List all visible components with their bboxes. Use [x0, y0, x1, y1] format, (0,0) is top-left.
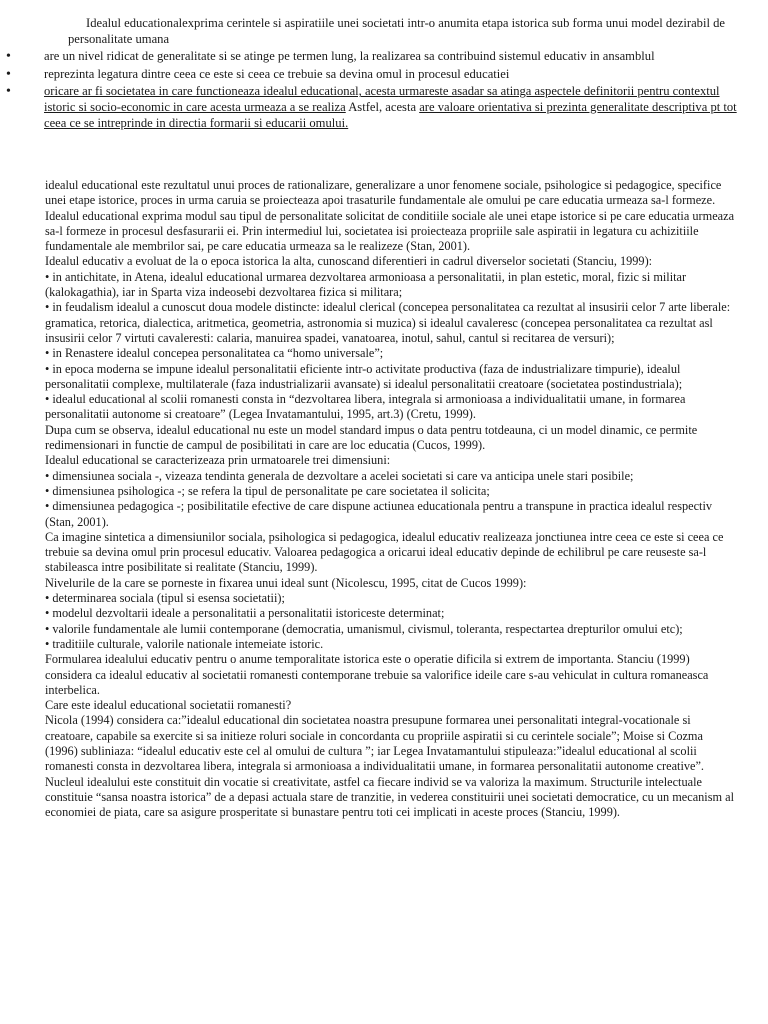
paragraph: Ca imagine sintetica a dimensiunilor sociala, psihologica si pedagogica, idealul educativ realizeaza jonctiunea intre ceea ce este si ceea ce trebuie sa devina omul prin procesul educativ. Valoarea pedagogica a oricarui ideal educativ depinde de echilibrul pe care reuseste sa-l stabileasca intre posibilitate si realitate (Stanciu, 1999). — [45, 529, 724, 575]
bullet-dot-icon: • — [6, 66, 11, 82]
list-line: • in antichitate, in Atena, idealul educational urmarea dezvoltarea armonioasa a personalitatii, in plan estetic, moral, fizic si militar (kalokagathia), iar in Sparta viza indeosebi dezvoltarea fizica si militara; — [45, 269, 687, 300]
paragraph: Nucleul idealului este constituit din vocatie si creativitate, astfel ca fiecare individ se va valoriza la maximum. Structurile intelectuale constituie “sansa noastra istorica” de a depasi actuala stare de tranzitie, in vederea constituirii unei societati democratice, cu un mecanism al economiei de piata, care sa asigure prosperitate si bunastare pentru toti cei implicati in aceste proces (Stanciu, 1999). — [45, 774, 735, 820]
paragraph: Idealul educativ a evoluat de la o epoca istorica la alta, cunoscand diferentieri in cadrul diverselor societati (Stanciu, 1999): — [45, 254, 653, 269]
list-line: • dimensiunea psihologica -; se refera la tipul de personalitate pe care societatea il solicita; — [45, 483, 490, 498]
paragraph: Dupa cum se observa, idealul educational nu este un model standard impus o data pentru totdeauna, ci un model dinamic, ce permite redimensionari in functie de campul de posibilitati in care are loc educatia (Cucos, 1999). — [45, 422, 698, 453]
list-line: • in Renastere idealul concepea personalitatea ca “homo universale”; — [45, 346, 384, 361]
list-line: • in epoca moderna se impune idealul personalitatii eficiente intr-o activitate productiva (faza de industrializare timpurie), idealul personalitatii complexe, multilaterale (faza industrializarii avansate) si idealul personalitatii creatoare (societatea postindustriala); — [45, 361, 683, 391]
bullet-text-part: Astfel, acesta — [345, 99, 420, 114]
bullet-dot-icon: • — [6, 49, 11, 65]
bullet-item — [0, 49, 768, 65]
intro-definition: Idealul educationalexprima cerintele si aspiratiile unei societati intr-o anumita etapa istorica sub forma unui model dezirabil de personalitate umana — [68, 16, 725, 46]
list-line: • traditiile culturale, valorile nationale intemeiate istoric. — [45, 636, 324, 651]
list-line: • dimensiunea pedagogica -; posibilitatile efective de care dispune actiunea educationala pentru a transpune in practica idealul respectiv (Stan, 2001). — [45, 499, 713, 529]
paragraph: Idealul educational exprima modul sau tipul de personalitate solicitat de conditiile sociale ale unei etape istorice si pe care educatia urmeaza sa-l formeze in procesul desfasurarii ei. Prin intermediul lui, societatea isi proiecteaza propriile sale aspiratii in legatura cu achizitiile fundamentale ale membrilor sai, pe care educatia urmeaza sa le realizeze (Stan, 2001). — [45, 208, 735, 254]
paragraph: idealul educational este rezultatul unui proces de rationalizare, generalizare a unor fenomene sociale, psihologice si pedagogice, specifice unei etape istorice, proces in urma caruia se proiecteaza apoi trasaturile fundamentale ale omului pe care educatia urmeaza sa-l formeze. — [45, 178, 722, 208]
bullet-text: reprezinta legatura dintre ceea ce este si ceea ce trebuie sa devina omul in procesul educatiei — [44, 66, 510, 81]
paragraph: Nivelurile de la care se porneste in fixarea unui ideal sunt (Nicolescu, 1995, citat de Cucos 1999): — [45, 575, 527, 590]
bullet-dot-icon: • — [6, 84, 11, 100]
bullet-text: are un nivel ridicat de generalitate si se atinge pe termen lung, la realizarea sa contribuind sistemul educativ in ansamblul — [44, 49, 655, 64]
list-line: • dimensiunea sociala -, vizeaza tendinta generala de dezvoltare a acelei societati si care va anticipa unele stari posibile; — [45, 468, 634, 483]
paragraph: Formularea idealului educativ pentru o anume temporalitate istorica este o operatie dificila si extrem de importanta. Stanciu (1999) considera ca idealul educativ al societatii romanesti contemporane trebuie sa valorifice ideile care s-au vehiculat in cultura romaneasca interbelica. — [45, 652, 709, 697]
question-line: Care este idealul educational societatii romanesti? — [45, 698, 292, 713]
list-line: • idealul educational al scolii romanesti consta in “dezvoltarea libera, integrala si armonioasa a individualitatii umane, in formarea personalitatii autonome si creatoare” (Legea Invatamantului, 1995, art.3) (Cretu, 1999). — [45, 392, 686, 422]
definition-section — [0, 16, 768, 131]
bullet-text-underlined: are valoare orientativa si prezinta generalitate descriptiva pt tot ceea ce se intreprinde in directia formarii si educarii omului. — [44, 99, 737, 130]
paragraph: Idealul educational se caracterizeaza prin urmatoarele trei dimensiuni: — [45, 453, 391, 468]
list-line: • determinarea sociala (tipul si esensa societatii); — [45, 591, 285, 606]
paragraph: Nicola (1994) considera ca:”idealul educational din societatea noastra presupune formarea unei personalitati integral-vocationale si creatoare, capabile sa exercite si sa initieze roluri sociale in concordanta cu propriile aspiratii si cu cerintele sociale”; Moise si Cozma (1996) subliniaza: “idealul educativ este cel al omului de cultura ”; iar Legea Invatamantului stipuleaza:”idealul educational al scolii romanesti consta in dezvoltarea libera, integrala si armonioasa a individualitatii umane, in formarea personalitatii autonome creative”. — [45, 713, 704, 774]
list-line: • in feudalism idealul a cunoscut doua modele distincte: idealul clerical (concepea personalitatea ca rezultat al insusirii celor 7 arte liberale: gramatica, retorica, dialectica, aritmetica, geometria, astronomia si muzica) si idealul cavaleresc (concepea personalitatea ca rezultat asl insusirii celor 7 virtuti cavaleresti: calaria, manuirea spadei, vanatoarea, inotul, sahul, cantul si recitarea de versuri); — [45, 300, 731, 345]
main-text — [45, 178, 735, 820]
bullet-item — [0, 84, 768, 131]
bullet-text-underlined: urmareste asadar sa atinga aspectele definitorii pentru contextul istoric si socio-economic in care acesta urmeaza a se realiza — [44, 84, 720, 114]
bullet-list — [0, 49, 768, 131]
list-line: • valorile fundamentale ale lumii contemporane (democratia, umanismul, civismul, toleranta, respectartea drepturilor omului etc); — [45, 621, 683, 636]
list-line: • modelul dezvoltarii ideale a personalitatii a personalitatii istoriceste determinat; — [45, 606, 445, 621]
bullet-text-part: oricare ar fi societatea in care functioneaza idealul educational, acesta — [44, 84, 399, 99]
bullet-item — [0, 67, 768, 83]
